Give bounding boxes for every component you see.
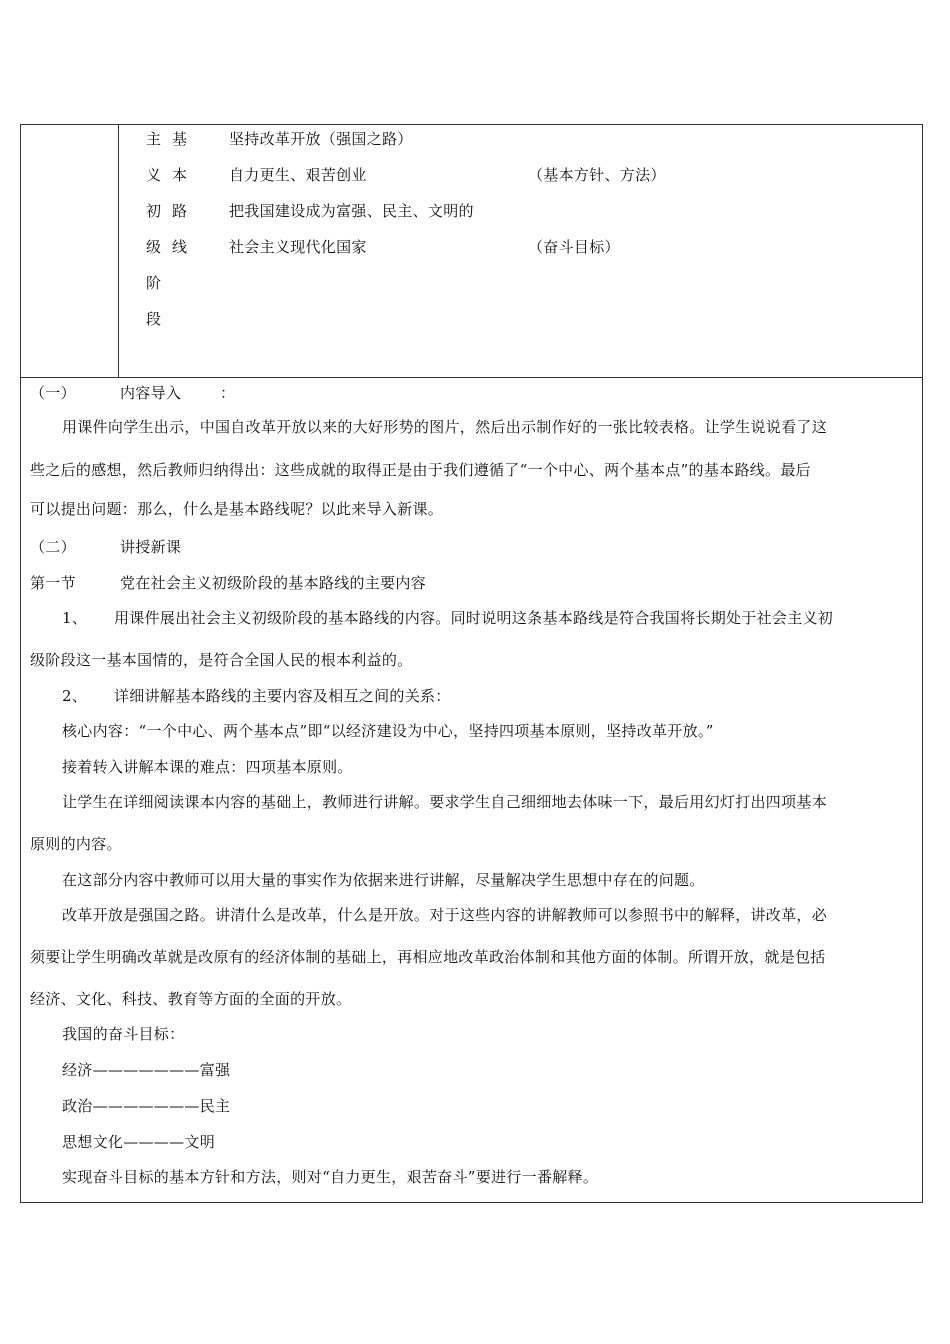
paragraph-line: 须要让学生明确改革就是改原有的经济体制的基础上，再相应地改革政治体制和其他方面的体制。所谓开放，就是包括 [30, 948, 826, 966]
paragraph-line: 接着转入讲解本课的难点：四项基本原则。 [62, 758, 353, 776]
paragraph-line: 核心内容：“一个中心、两个基本点”即“以经济建设为中心，坚持四项基本原则，坚持改革开放。” [62, 722, 714, 740]
paragraph-line: 经济、文化、科技、教育等方面的全面的开放。 [30, 990, 352, 1008]
line-item: 自力更生、艰苦创业 [229, 166, 367, 184]
section-title: 讲授新课 [120, 538, 182, 556]
vertical-char: 本 [172, 166, 188, 184]
note: （基本方针、方法） [528, 166, 666, 184]
vertical-char: 初 [146, 202, 162, 220]
lesson-section-title: 党在社会主义初级阶段的基本路线的主要内容 [120, 574, 427, 592]
paragraph-line: 在这部分内容中教师可以用大量的事实作为依据来进行讲解，尽量解决学生思想中存在的问题。 [62, 871, 705, 889]
goal-line: 经济———————富强 [62, 1061, 231, 1079]
section-label: （二） [30, 538, 76, 556]
vertical-char: 段 [146, 310, 162, 328]
paragraph-line: 可以提出问题：那么，什么是基本路线呢？以此来导入新课。 [30, 500, 444, 518]
vertical-char: 线 [172, 238, 188, 256]
item-number: 1、 [62, 609, 88, 627]
paragraph-line: 原则的内容。 [30, 835, 122, 853]
paragraph-line: 级阶段这一基本国情的，是符合全国人民的根本利益的。 [30, 651, 413, 669]
vertical-char: 路 [172, 202, 188, 220]
paragraph-line: 改革开放是强国之路。讲清什么是改革，什么是开放。对于这些内容的讲解教师可以参照书中的解释，讲改革，必 [62, 906, 828, 924]
vertical-char: 级 [146, 238, 162, 256]
line-item: 坚持改革开放（强国之路） [229, 130, 413, 148]
vertical-char: 基 [172, 130, 188, 148]
table-column-divider [118, 124, 119, 378]
vertical-char: 主 [146, 130, 162, 148]
section-title: 内容导入 [120, 384, 182, 402]
vertical-char: 阶 [146, 274, 162, 292]
paragraph-line: 用课件向学生出示，中国自改革开放以来的大好形势的图片，然后出示制作好的一张比较表格。让学生说说看了这 [62, 418, 828, 436]
paragraph-line: 让学生在详细阅读课本内容的基础上，教师进行讲解。要求学生自己细细地去体味一下，最后用幻灯打出四项基本 [62, 793, 828, 811]
table-row-divider [20, 377, 923, 378]
paragraph-line: 些之后的感想，然后教师归纳得出：这些成就的取得正是由于我们遵循了“一个中心、两个基本点”的基本路线。最后 [30, 461, 811, 479]
note: （奋斗目标） [528, 238, 620, 256]
section-colon: ： [220, 384, 236, 402]
goal-line: 思想文化————文明 [62, 1133, 216, 1151]
vertical-char: 义 [146, 166, 162, 184]
lesson-section-label: 第一节 [30, 574, 76, 592]
line-item: 把我国建设成为富强、民主、文明的 [229, 202, 474, 220]
section-label: （一） [30, 384, 76, 402]
item-number: 2、 [62, 687, 88, 705]
paragraph-line: 用课件展出社会主义初级阶段的基本路线的内容。同时说明这条基本路线是符合我国将长期处于社会主义初 [114, 609, 834, 627]
paragraph-line: 实现奋斗目标的基本方针和方法，则对“自力更生，艰苦奋斗”要进行一番解释。 [62, 1168, 599, 1186]
paragraph-line: 我国的奋斗目标： [62, 1025, 185, 1043]
line-item: 社会主义现代化国家 [229, 238, 367, 256]
paragraph-line: 详细讲解基本路线的主要内容及相互之间的关系： [114, 687, 451, 705]
goal-line: 政治———————民主 [62, 1097, 231, 1115]
